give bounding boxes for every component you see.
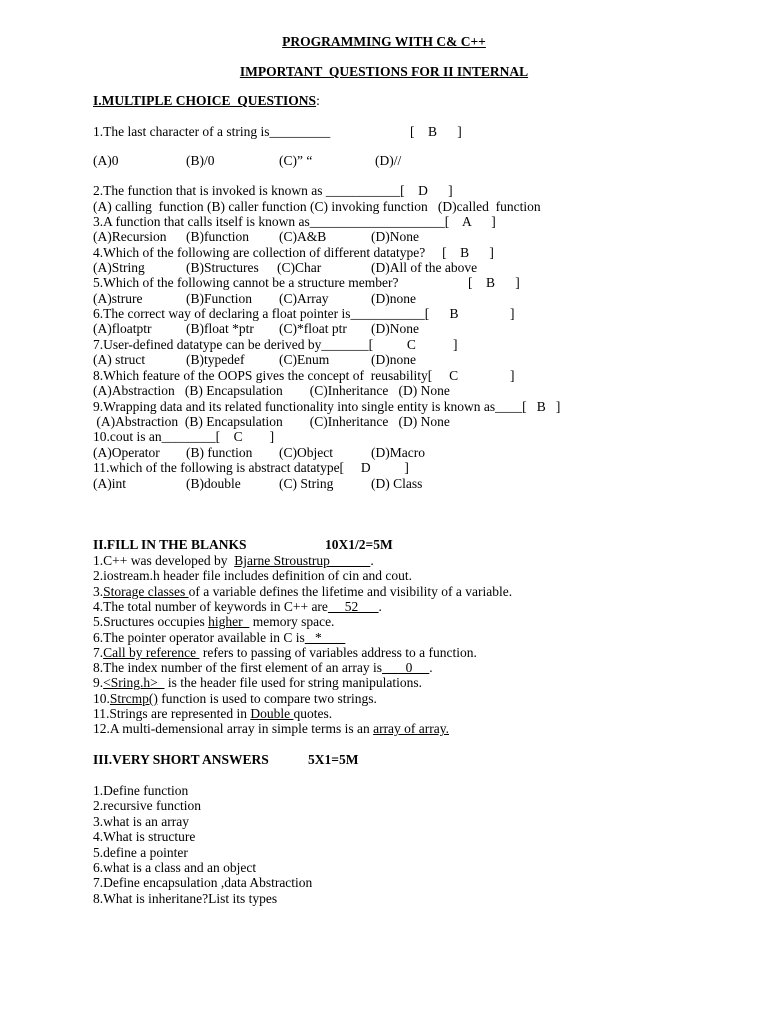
mcq-q6-opt-d: (D)None: [371, 321, 419, 336]
fill-text: refers to passing of variables address to a function.: [199, 644, 477, 660]
mcq-q11-opt-c: (C) String: [279, 476, 334, 491]
fill-answer: *: [304, 629, 346, 645]
mcq-q11-opt-d: (D) Class: [371, 476, 423, 491]
document-title: PROGRAMMING WITH C& C++: [282, 34, 486, 49]
fill-item: [93, 599, 382, 615]
mcq-q6-opt-c: (C)*float ptr: [279, 321, 347, 336]
mcq-q9-options: (A)Abstraction (B) Encapsulation (C)Inheritance (D) None: [93, 414, 450, 429]
fill-text: 8.The index number of the first element of an array is: [93, 660, 383, 676]
mcq-q3-opt-c: (C)A&B: [279, 229, 327, 244]
fill-answer: Storage classes: [103, 583, 189, 599]
fill-answer: Call by reference: [103, 644, 200, 660]
fill-text: 3.: [93, 583, 104, 599]
fill-text: memory space.: [249, 614, 335, 630]
fill-text: 7.: [93, 644, 104, 660]
fill-text: is the header file used for string manipulations.: [164, 675, 423, 691]
fill-text: .: [370, 553, 374, 568]
mcq-q8-bracket: ]: [510, 368, 515, 383]
mcq-q2: 2.The function that is invoked is known as ___________[ D ]: [93, 183, 453, 198]
fill-item: [93, 584, 512, 600]
fill-text: quotes.: [293, 706, 333, 721]
mcq-q4-opt-d: (D)All of the above: [371, 260, 478, 275]
fill-item: [93, 706, 332, 722]
mcq-q4-opt-b: (B)Structures: [186, 260, 259, 275]
mcq-q3-opt-b: (B)function: [186, 229, 249, 244]
fill-item: [93, 614, 334, 630]
mcq-q2-options: (A) calling function (B) caller function (C) invoking function (D)called function: [93, 199, 541, 214]
fill-item: [93, 721, 449, 737]
fill-text: .: [429, 660, 433, 676]
fill-item: [93, 645, 477, 661]
mcq-q10-opt-c: (C)Object: [279, 445, 333, 460]
short-heading: III.VERY SHORT ANSWERS: [93, 752, 269, 767]
short-answer-question: 3.what is an array: [93, 813, 189, 829]
mcq-q10: 10.cout is an________[ C ]: [93, 429, 275, 444]
fill-text: 2.iostream.h header file includes definition of cin and cout.: [93, 568, 413, 584]
mcq-q5: 5.Which of the following cannot be a structure member?: [93, 275, 399, 290]
fill-item: [93, 553, 374, 569]
short-answer-question: 4.What is structure: [93, 829, 196, 845]
fill-item: [93, 675, 422, 691]
fill-answer: Bjarne Stroustrup: [234, 553, 371, 568]
mcq-q4-opt-a: (A)String: [93, 260, 145, 275]
fill-answer: array of array.: [373, 721, 450, 737]
mcq-q6: 6.The correct way of declaring a float pointer is___________[ B: [93, 306, 459, 321]
fill-answer: 52: [327, 598, 379, 614]
mcq-q5-opt-d: (D)none: [371, 291, 416, 306]
mcq-q10-opt-d: (D)Macro: [371, 445, 425, 460]
fill-answer: higher: [208, 614, 250, 630]
mcq-heading: I.MULTIPLE CHOICE QUESTIONS:: [93, 93, 320, 108]
mcq-q1-opt-d: (D)//: [375, 153, 402, 168]
mcq-q3: 3.A function that calls itself is known as____________________[ A ]: [93, 214, 496, 229]
mcq-q1-opt-a: (A)0: [93, 153, 119, 168]
fill-item: [93, 691, 377, 707]
mcq-q1-opt-b: (B)/0: [186, 153, 215, 168]
fill-text: 12.A multi-demensional array in simple terms is an: [93, 721, 374, 737]
mcq-q7-opt-c: (C)Enum: [279, 352, 330, 367]
mcq-q3-opt-d: (D)None: [371, 229, 419, 244]
mcq-q10-opt-a: (A)Operator: [93, 445, 160, 460]
fill-item: [93, 630, 345, 646]
mcq-q6-opt-b: (B)float *ptr: [186, 321, 254, 336]
mcq-q6-bracket: ]: [510, 306, 515, 321]
fill-text: 9.: [93, 675, 104, 691]
fill-answer: 0: [382, 660, 430, 676]
short-answer-question: 5.define a pointer: [93, 844, 188, 860]
fill-text: function is used to compare two strings.: [157, 690, 377, 706]
mcq-q4-opt-c: (C)Char: [277, 260, 322, 275]
mcq-q8: 8.Which feature of the OOPS gives the concept of reusability[ C: [93, 368, 459, 383]
mcq-q11: 11.which of the following is abstract datatype[ D ]: [93, 460, 409, 475]
mcq-q6-opt-a: (A)floatptr: [93, 321, 152, 336]
fill-answer: <Sring.h>: [103, 675, 165, 691]
fill-marks: 10X1/2=5M: [325, 537, 393, 552]
fill-text: 4.The total number of keywords in C++ are: [93, 598, 328, 614]
mcq-q1-opt-c: (C)” “: [279, 153, 313, 168]
short-answer-question: 6.what is a class and an object: [93, 860, 257, 875]
fill-text: .: [378, 598, 382, 614]
short-marks: 5X1=5M: [308, 752, 359, 767]
mcq-q8-options: (A)Abstraction (B) Encapsulation (C)Inheritance (D) None: [93, 383, 450, 398]
mcq-q7-opt-a: (A) struct: [93, 352, 146, 367]
mcq-q4: 4.Which of the following are collection of different datatype? [ B ]: [93, 245, 494, 260]
mcq-q5-opt-a: (A)strure: [93, 291, 143, 306]
fill-text: 10.: [93, 690, 110, 706]
mcq-q5-opt-c: (C)Array: [279, 291, 329, 306]
mcq-q9: 9.Wrapping data and its related functionality into single entity is known as____[ B ]: [93, 399, 561, 414]
mcq-q7-opt-d: (D)none: [371, 352, 416, 367]
mcq-q11-opt-b: (B)double: [186, 476, 241, 491]
document-subtitle: IMPORTANT QUESTIONS FOR II INTERNAL: [239, 64, 529, 79]
mcq-q10-opt-b: (B) function: [186, 445, 253, 460]
mcq-q11-opt-a: (A)int: [93, 476, 126, 491]
mcq-q1-answer: [ B ]: [410, 124, 462, 139]
fill-text: 6.The pointer operator available in C is: [93, 629, 305, 645]
mcq-q5-opt-b: (B)Function: [186, 291, 252, 306]
mcq-q5-answer: [ B ]: [468, 275, 520, 290]
fill-text: 11.Strings are represented in: [93, 706, 251, 721]
fill-text: of a variable defines the lifetime and visibility of a variable.: [188, 583, 513, 599]
short-answer-question: 8.What is inheritane?List its types: [93, 890, 278, 906]
mcq-q7-opt-b: (B)typedef: [186, 352, 245, 367]
fill-text: 5.Sructures occupies: [93, 614, 209, 630]
short-answer-question: 7.Define encapsulation ,data Abstraction: [93, 875, 313, 891]
fill-heading: II.FILL IN THE BLANKS: [93, 537, 247, 552]
mcq-q1: 1.The last character of a string is_________: [93, 124, 331, 139]
fill-text: 1.C++ was developed by: [93, 553, 235, 568]
short-answer-question: 2.recursive function: [93, 798, 201, 814]
fill-item: [93, 660, 433, 676]
fill-answer: Strcmp(): [109, 690, 158, 706]
mcq-q3-opt-a: (A)Recursion: [93, 229, 167, 244]
fill-answer: Double: [250, 706, 294, 721]
mcq-q7: 7.User-defined datatype can be derived by_______[ C ]: [93, 337, 458, 352]
fill-item: [93, 568, 412, 584]
short-answer-question: 1.Define function: [93, 783, 189, 798]
